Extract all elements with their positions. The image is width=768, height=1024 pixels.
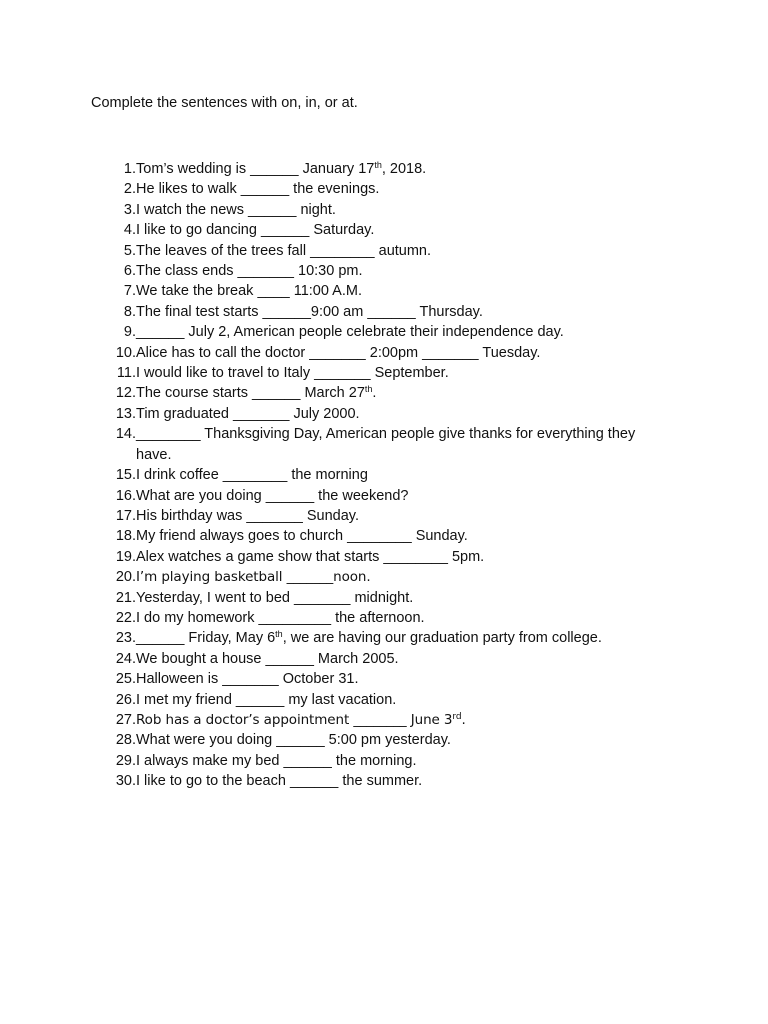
sentence-text: Alex watches a game show that starts ________ 5pm. — [136, 548, 485, 565]
sentence-text: I drink coffee ________ the morning — [136, 467, 368, 484]
list-item — [106, 506, 666, 526]
sentence-text: He likes to walk ______ the evenings. — [136, 181, 380, 198]
sentence-text: I do my homework _________ the afternoon. — [136, 609, 425, 626]
item-sentence — [136, 179, 666, 199]
item-sentence — [136, 588, 666, 608]
sentence-text: I always make my bed ______ the morning. — [136, 752, 417, 769]
item-number: 20. — [115, 569, 136, 586]
list-item — [106, 710, 666, 730]
list-item — [106, 486, 666, 506]
item-number: 15. — [115, 467, 136, 484]
list-item — [106, 281, 666, 301]
exercise-list — [106, 159, 666, 792]
sentence-text: I’m playing basketball _______noon. — [136, 569, 371, 586]
item-number: 24. — [115, 650, 136, 667]
list-item — [106, 383, 666, 403]
item-number: 16. — [115, 487, 136, 504]
item-sentence — [136, 159, 666, 179]
sentence-text: Alice has to call the doctor _______ 2:00pm _______ Tuesday. — [136, 344, 541, 361]
item-sentence — [136, 690, 666, 710]
sentence-text: I watch the news ______ night. — [136, 201, 336, 218]
item-sentence — [136, 200, 666, 220]
item-number: 29. — [115, 752, 136, 769]
instructions: Complete the sentences with on, in, or at. — [91, 95, 358, 111]
sentence-text: Yesterday, I went to bed _______ midnight. — [136, 589, 414, 606]
item-number: 12. — [115, 385, 136, 402]
item-sentence — [136, 261, 666, 281]
list-item — [106, 343, 666, 363]
sentence-text: I like to go dancing ______ Saturday. — [136, 222, 375, 239]
item-number: 8. — [123, 303, 136, 320]
list-item — [106, 363, 666, 383]
list-item — [106, 608, 666, 628]
item-sentence — [136, 404, 666, 424]
list-item — [106, 200, 666, 220]
list-item — [106, 730, 666, 750]
list-item — [106, 404, 666, 424]
item-number: 6. — [123, 263, 136, 280]
list-item — [106, 159, 666, 179]
list-item — [106, 567, 666, 587]
sentence-text: I met my friend ______ my last vacation. — [136, 691, 397, 708]
item-number: 28. — [115, 732, 136, 749]
ordinal-suffix: rd — [452, 711, 462, 722]
item-number: 4. — [123, 222, 136, 239]
list-item — [106, 588, 666, 608]
sentence-text: , we are having our graduation party from college. — [282, 630, 602, 647]
item-sentence — [136, 363, 666, 383]
item-sentence — [136, 343, 666, 363]
sentence-text: . — [461, 711, 466, 728]
list-item — [106, 179, 666, 199]
list-item — [106, 220, 666, 240]
item-sentence — [136, 220, 666, 240]
item-number: 10. — [115, 344, 136, 361]
item-number: 21. — [115, 589, 136, 606]
sentence-text: The leaves of the trees fall ________ autumn. — [136, 242, 432, 259]
item-sentence — [136, 506, 666, 526]
item-number: 2. — [123, 181, 136, 198]
list-item — [106, 690, 666, 710]
sentence-text: His birthday was _______ Sunday. — [136, 507, 360, 524]
sentence-text: We take the break ____ 11:00 A.M. — [136, 283, 362, 300]
sentence-text: The final test starts ______9:00 am ______ Thursday. — [136, 303, 483, 320]
sentence-text: The class ends _______ 10:30 pm. — [136, 263, 363, 280]
sentence-text: Tim graduated _______ July 2000. — [136, 405, 360, 422]
item-sentence — [136, 465, 666, 485]
list-item — [106, 424, 666, 465]
list-item — [106, 261, 666, 281]
item-sentence — [136, 628, 666, 648]
sentence-text: Rob has a doctor’s appointment ________ June 3 — [136, 711, 453, 728]
item-sentence — [136, 710, 666, 730]
list-item — [106, 771, 666, 791]
list-item — [106, 751, 666, 771]
sentence-text: , 2018. — [381, 161, 427, 177]
item-number: 18. — [115, 528, 136, 545]
ordinal-suffix: th — [275, 629, 283, 640]
sentence-text: My friend always goes to church ________ Sunday. — [136, 528, 468, 545]
item-number: 27. — [115, 711, 136, 728]
item-sentence — [136, 526, 666, 546]
sentence-text: ______ July 2, American people celebrate their independence day. — [136, 324, 564, 341]
item-number: 23. — [115, 630, 136, 647]
list-item — [106, 322, 666, 342]
item-number: 17. — [115, 507, 136, 524]
sentence-text: I would like to travel to Italy _______ September. — [136, 365, 449, 382]
sentence-text: Halloween is _______ October 31. — [136, 671, 359, 688]
item-sentence — [136, 241, 666, 261]
list-item — [106, 547, 666, 567]
item-number: 3. — [123, 201, 136, 218]
sentence-text: What are you doing ______ the weekend? — [136, 487, 409, 504]
sentence-text: ______ Friday, May 6 — [136, 630, 276, 647]
list-item — [106, 649, 666, 669]
item-number: 26. — [115, 691, 136, 708]
sentence-text: . — [372, 385, 377, 402]
item-number: 19. — [115, 548, 136, 565]
item-number: 25. — [115, 671, 136, 688]
item-sentence — [136, 547, 666, 567]
item-sentence — [136, 608, 666, 628]
item-number: 5. — [123, 242, 136, 259]
item-sentence — [136, 281, 666, 301]
sentence-text: We bought a house ______ March 2005. — [136, 650, 399, 667]
item-number: 22. — [115, 609, 136, 626]
ordinal-suffix: th — [374, 160, 382, 170]
sentence-text: Tom’s wedding is ______ January 17 — [136, 161, 375, 177]
list-item — [106, 302, 666, 322]
item-sentence — [136, 771, 666, 791]
item-number: 30. — [115, 773, 136, 790]
item-number: 13. — [115, 405, 136, 422]
sentence-text: I like to go to the beach ______ the summer. — [136, 773, 423, 790]
sentence-text: ________ Thanksgiving Day, American people give thanks for everything they have. — [136, 426, 636, 463]
list-item — [106, 241, 666, 261]
item-number: 7. — [123, 283, 136, 300]
item-sentence — [136, 730, 666, 750]
list-item — [106, 526, 666, 546]
item-number: 11. — [116, 365, 136, 382]
item-number: 9. — [123, 324, 136, 341]
item-number: 1. — [123, 161, 136, 177]
item-sentence — [136, 322, 666, 342]
item-sentence — [136, 486, 666, 506]
ordinal-suffix: th — [364, 384, 373, 395]
item-sentence — [136, 751, 666, 771]
list-item — [106, 465, 666, 485]
list-item — [106, 628, 666, 648]
item-sentence — [136, 383, 666, 403]
list-item — [106, 669, 666, 689]
item-sentence — [136, 669, 666, 689]
item-sentence — [136, 424, 666, 465]
item-sentence — [136, 302, 666, 322]
item-number: 14. — [115, 426, 136, 443]
sentence-text: What were you doing ______ 5:00 pm yesterday. — [136, 732, 451, 749]
sentence-text: The course starts ______ March 27 — [136, 385, 365, 402]
item-sentence — [136, 567, 666, 587]
item-sentence — [136, 649, 666, 669]
